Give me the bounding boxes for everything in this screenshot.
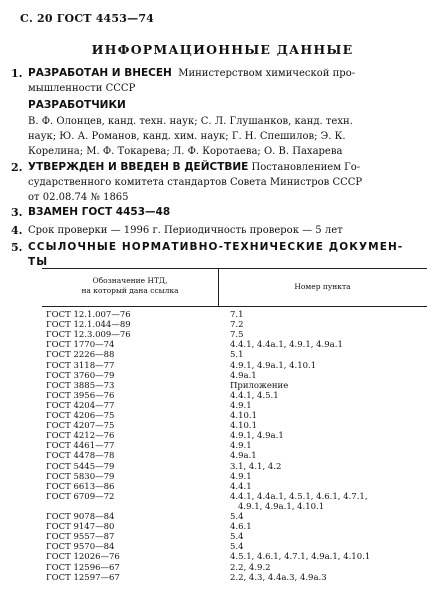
table-cell-document: ГОСТ 9570—84	[46, 542, 115, 553]
table-cell-document: ГОСТ 9078—84	[46, 512, 115, 522]
table-row	[42, 432, 427, 442]
table-row	[42, 452, 427, 462]
table-row	[42, 341, 427, 351]
table-cell-clause: 4.9.1, 4.9а.1	[230, 431, 284, 442]
section-3	[11, 205, 423, 220]
table-cell-document: ГОСТ 4478—78	[46, 451, 115, 462]
table-row	[42, 523, 427, 533]
table-row	[42, 402, 427, 412]
table-row	[42, 533, 427, 543]
section-2	[11, 160, 423, 205]
table-row	[42, 351, 427, 361]
table-header-rule	[42, 306, 427, 307]
section-1-number: 1.	[11, 67, 23, 80]
table-row	[42, 311, 427, 321]
table-cell-clause: 7.5	[230, 330, 244, 341]
table-cell-clause: 4.6.1	[230, 522, 252, 533]
developers-line-3: Корелина; М. Ф. Токарева; Л. Ф. Коротаева; О. В. Пахарева	[28, 146, 343, 157]
table-cell-clause: 3.1, 4.1, 4.2	[230, 461, 282, 472]
table-cell-document: ГОСТ 9147—80	[46, 522, 115, 533]
table-cell-document: ГОСТ 4206—75	[46, 411, 115, 421]
table-cell-clause: 5.4	[230, 512, 244, 522]
table-row	[42, 372, 427, 382]
table-cell-clause: 4.10.1	[230, 421, 258, 432]
table-cell-document: ГОСТ 12026—76	[46, 552, 120, 563]
table-cell-clause: 4.4.1	[230, 481, 252, 492]
table-row	[42, 513, 427, 523]
table-cell-clause: 5.4	[230, 532, 244, 543]
section-3-number: 3.	[11, 206, 23, 219]
table-cell-clause: 4.4.1, 4.5.1	[230, 390, 279, 401]
section-5-lead-1: ССЫЛОЧНЫЕ НОРМАТИВНО-ТЕХНИЧЕСКИЕ ДОКУМЕН-	[28, 241, 404, 253]
table-cell-document: ГОСТ 3760—79	[46, 370, 115, 381]
table-row	[42, 564, 427, 574]
table-cell-clause: 4.9.1	[230, 441, 252, 452]
table-cell-clause: 5.4	[230, 542, 244, 553]
table-cell-document: ГОСТ 12.3.009—76	[46, 330, 131, 341]
page-title: ИНФОРМАЦИОННЫЕ ДАННЫЕ	[91, 42, 354, 57]
table-row	[42, 442, 427, 452]
table-cell-clause: 5.1	[230, 350, 244, 361]
table-cell-document: ГОСТ 6709—72	[46, 491, 115, 502]
table-cell-clause: 7.1	[230, 310, 244, 320]
section-4	[11, 223, 423, 238]
table-header-clause: Номер пункта	[294, 282, 351, 291]
table-row	[42, 392, 427, 402]
developers-line-2: наук; Ю. А. Романов, канд. хим. наук; Г. Н. Спешилов; Э. К.	[28, 131, 346, 142]
table-row	[42, 553, 427, 563]
table-row	[42, 574, 427, 584]
table-cell-document: ГОСТ 4207—75	[46, 421, 115, 432]
table-row	[42, 362, 427, 372]
table-cell-clause: 4.9а.1	[230, 370, 257, 381]
table-cell-document: ГОСТ 4204—77	[46, 400, 115, 411]
section-4-number: 4.	[11, 224, 23, 237]
table-cell-document: ГОСТ 12.1.007—76	[46, 310, 131, 320]
section-2-number: 2.	[11, 161, 23, 174]
section-2-text3: от 02.08.74 № 1865	[28, 192, 129, 203]
table-cell-document: ГОСТ 5445—79	[46, 461, 115, 472]
section-3-lead: ВЗАМЕН ГОСТ 4453—48	[28, 206, 171, 218]
table-cell-document: ГОСТ 6613—86	[46, 481, 115, 492]
section-4-text: Срок проверки — 1996 г. Периодичность проверок — 5 лет	[28, 225, 343, 236]
page-header: С. 20 ГОСТ 4453—74	[20, 12, 155, 25]
table-row	[42, 463, 427, 473]
table-cell-clause: 4.9.1	[230, 400, 252, 411]
section-1-text1: Министерством химической про-	[178, 68, 356, 79]
table-cell-clause: Приложение	[230, 380, 289, 391]
section-5-number: 5.	[11, 241, 23, 254]
table-cell-document: ГОСТ 9557—87	[46, 532, 115, 543]
table-cell-document: ГОСТ 12597—67	[46, 572, 120, 583]
table-cell-document: ГОСТ 4461—77	[46, 441, 115, 452]
table-cell-document: ГОСТ 3956—76	[46, 390, 115, 401]
table-cell-clause: 4.9.1	[230, 471, 252, 482]
table-row	[42, 543, 427, 553]
table-cell-clause: 4.4.1, 4.4а.1, 4.5.1, 4.6.1, 4.7.1,	[230, 491, 368, 502]
section-2-lead: УТВЕРЖДЕН И ВВЕДЕН В ДЕЙСТВИЕ	[28, 161, 249, 173]
table-cell-document: ГОСТ 5830—79	[46, 471, 115, 482]
table-row	[42, 422, 427, 432]
table-cell-clause: 4.9а.1	[230, 451, 257, 462]
section-5-lead-2: ТЫ	[28, 256, 49, 268]
table-cell-clause: 4.4.1, 4.4а.1, 4.9.1, 4.9а.1	[230, 340, 343, 351]
developers-heading: РАЗРАБОТЧИКИ	[28, 99, 126, 111]
section-1	[11, 66, 423, 159]
table-cell-clause: 7.2	[230, 320, 244, 331]
section-1-lead: РАЗРАБОТАН И ВНЕСЕН	[28, 67, 172, 79]
section-2-text1: Постановлением Го-	[251, 162, 361, 173]
developers-line-1: В. Ф. Олонцев, канд. техн. наук; С. Л. Глушанков, канд. техн.	[28, 116, 353, 127]
table-top-rule	[42, 268, 427, 269]
table-cell-clause: 4.10.1	[230, 411, 258, 421]
table-cell-clause: 4.9.1, 4.9а.1, 4.10.1	[230, 360, 317, 371]
table-row	[42, 493, 427, 503]
table-cell-clause: 4.5.1, 4.6.1, 4.7.1, 4.9а.1, 4.10.1	[230, 552, 371, 563]
section-5	[11, 240, 423, 270]
table-header-document: Обозначение НТД, на который дана ссылка	[81, 276, 179, 295]
table-cell-document: ГОСТ 4212—76	[46, 431, 115, 442]
table-continuation-text: 4.9.1, 4.9а.1, 4.10.1	[238, 501, 325, 512]
table-cell-document: ГОСТ 12596—67	[46, 562, 120, 573]
table-row	[42, 412, 427, 422]
section-1-text2: мышленности СССР	[28, 83, 136, 94]
table-row	[42, 331, 427, 341]
section-2-text2: сударственного комитета стандартов Совета Министров СССР	[28, 177, 363, 188]
table-cell-document: ГОСТ 1770—74	[46, 340, 115, 351]
table-row	[42, 321, 427, 331]
table-row	[42, 483, 427, 493]
table-row	[42, 473, 427, 483]
table-cell-document: ГОСТ 3885—73	[46, 380, 115, 391]
table-row	[42, 382, 427, 392]
table-cell-document: ГОСТ 3118—77	[46, 360, 115, 371]
table-cell-clause: 2.2, 4.3, 4.4а.3, 4.9а.3	[230, 572, 327, 583]
table-cell-document: ГОСТ 2226—88	[46, 350, 115, 361]
table-cell-clause: 2.2, 4.9.2	[230, 562, 271, 573]
table-cell-document: ГОСТ 12.1.044—89	[46, 320, 131, 331]
